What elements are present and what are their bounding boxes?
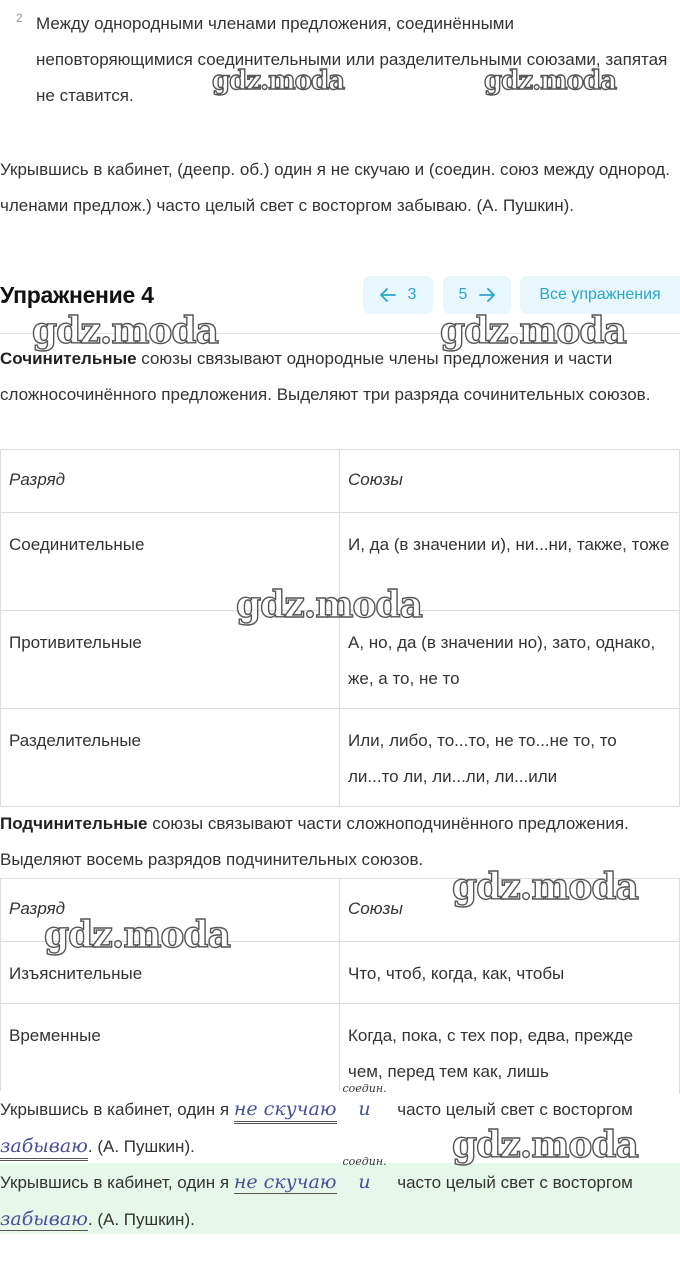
analysis-paragraph: Укрывшись в кабинет, (деепр. об.) один я не скучаю и (соедин. союз между однород. членами предлож.) часто целый свет с восторгом забываю. (А. Пушкин). (0, 160, 670, 215)
table-cell: А, но, да (в значении но), зато, однако, же, а то, не то (340, 611, 680, 709)
table-cell: Что, чтоб, когда, как, чтобы (340, 942, 680, 1004)
table-header-cell: Разряд (1, 879, 340, 942)
prev-exercise-label: 3 (407, 286, 417, 303)
sentence-text: часто целый свет с восторгом (392, 1173, 633, 1192)
watermark: gdz.moda (484, 66, 617, 96)
table-row (1, 709, 680, 807)
watermark: gdz.moda (212, 66, 345, 96)
table-header-cell: Союзы (340, 450, 680, 513)
answer-sentence (0, 1155, 672, 1238)
watermark: gdz.moda (32, 310, 218, 352)
all-exercises-label: Все упражнения (539, 286, 661, 303)
rule-number: 2 (16, 11, 23, 25)
next-exercise-label: 5 (458, 286, 468, 303)
table-header-cell: Разряд (1, 450, 340, 513)
conjunction-word: и (358, 1098, 371, 1120)
watermark: gdz.moda (44, 914, 230, 956)
subordinating-text: союзы связывают части сложноподчинённого предложения. Выделяют восемь разрядов подчинительных союзов. (0, 814, 629, 869)
sentence-text: . (А. Пушкин). (87, 1137, 195, 1156)
table-cell: Соединительные (1, 513, 340, 611)
table-row (1, 1004, 680, 1094)
arrow-left-icon (380, 288, 396, 302)
table-cell: Когда, пока, с тех пор, едва, прежде чем, перед тем как, лишь (340, 1004, 680, 1094)
watermark: gdz.moda (452, 1124, 638, 1166)
table-cell: Изъяснительные (1, 942, 340, 1004)
sentence-text: Укрывшись в кабинет, один я (0, 1100, 234, 1119)
coordinating-text: союзы связывают однородные члены предложения и части сложносочинённого предложения. Выделяют три разряда сочинительных союзов. (0, 349, 651, 404)
predicate-1: не скучаю (234, 1098, 337, 1124)
conjunction (337, 1082, 393, 1128)
predicate-2: забываю (0, 1135, 88, 1161)
subordinating-table (0, 878, 680, 1094)
watermark: gdz.moda (452, 866, 638, 908)
rule-text: Между однородными членами предложения, соединёнными неповторяющимися соединительными или разделительными союзами, запятая не ставится. (36, 14, 668, 105)
table-cell: И, да (в значении и), ни...ни, также, тоже (340, 513, 680, 611)
table-header-cell: Союзы (340, 879, 680, 942)
conjunction-tag: соедин. (342, 1082, 387, 1095)
table-cell: Временные (1, 1004, 340, 1094)
all-exercises-button[interactable] (520, 276, 680, 314)
table-cell: Противительные (1, 611, 340, 709)
conjunction-word: и (358, 1171, 371, 1193)
coordinating-table (0, 449, 680, 807)
prev-exercise-button[interactable] (363, 276, 433, 314)
sentence-text: Укрывшись в кабинет, один я (0, 1173, 234, 1192)
arrow-right-icon (479, 288, 495, 302)
next-exercise-button[interactable] (443, 276, 511, 314)
conjunction-tag: соедин. (342, 1155, 387, 1168)
conjunction (337, 1155, 393, 1201)
sentence-text: часто целый свет с восторгом (392, 1100, 633, 1119)
exercise-title: Упражнение 4 (0, 282, 154, 308)
table-header-row (1, 450, 680, 513)
coordinating-term: Сочинительные (0, 349, 137, 368)
table-cell: Или, либо, то...то, не то...не то, то ли...то ли, ли...ли, ли...или (340, 709, 680, 807)
sentence-text: . (А. Пушкин). (87, 1210, 195, 1229)
watermark: gdz.moda (236, 584, 422, 626)
table-cell: Разделительные (1, 709, 340, 807)
predicate-2: забываю (0, 1208, 88, 1230)
watermark: gdz.moda (440, 310, 626, 352)
subordinating-term: Подчинительные (0, 814, 148, 833)
predicate-1: не скучаю (233, 1171, 337, 1193)
